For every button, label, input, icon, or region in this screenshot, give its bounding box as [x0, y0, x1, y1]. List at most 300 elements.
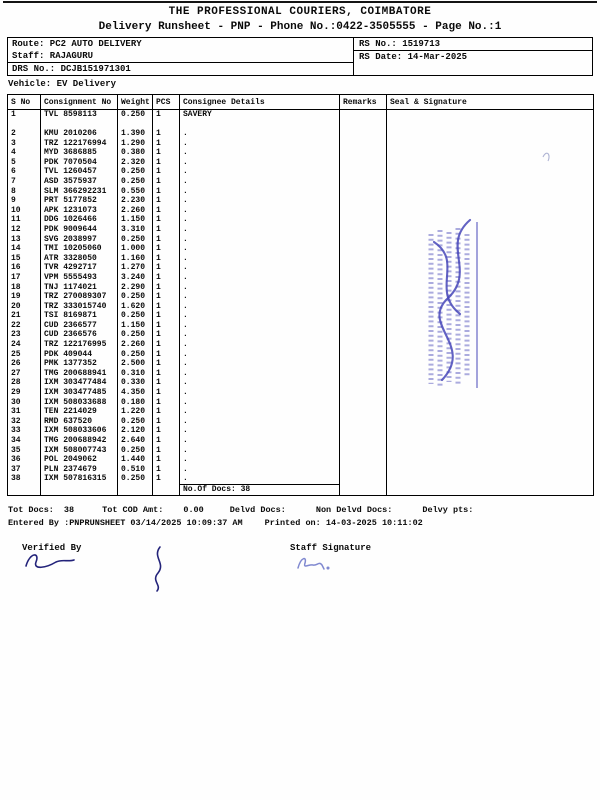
cell-weight: 0.330 [118, 378, 153, 388]
table-row [8, 206, 594, 216]
cell-seal [387, 378, 594, 388]
cell-pcs: 1 [153, 273, 180, 283]
cell-consignee: . [180, 254, 340, 264]
cell-remarks [340, 254, 387, 264]
cell-pcs: 1 [153, 340, 180, 350]
cell-consignee: . [180, 244, 340, 254]
cell-weight: 0.180 [118, 398, 153, 408]
cell-weight: 0.310 [118, 369, 153, 379]
cell-pcs: 1 [153, 283, 180, 293]
cell-seal [387, 110, 594, 130]
cell-seal [387, 474, 594, 484]
cell-weight: 1.290 [118, 139, 153, 149]
cell-seal [387, 350, 594, 360]
cell-consignment: TRZ 333015740 [41, 302, 118, 312]
table-row [8, 273, 594, 283]
cell-consignment: IXM 303477485 [41, 388, 118, 398]
cell-seal [387, 225, 594, 235]
cell-pcs: 1 [153, 139, 180, 149]
cell-pcs: 1 [153, 148, 180, 158]
cell-consignee: . [180, 273, 340, 283]
cell-consignee: . [180, 206, 340, 216]
cell-seal [387, 455, 594, 465]
cell-consignee: . [180, 311, 340, 321]
cell-sno: 28 [8, 378, 41, 388]
printed-on-text: Printed on: 14-03-2025 10:11:02 [264, 517, 423, 528]
table-row [8, 177, 594, 187]
cell-consignee: SAVERY [180, 110, 340, 130]
info-left-column [8, 38, 353, 75]
cell-consignment: ASD 3575937 [41, 177, 118, 187]
runsheet-info-box [7, 37, 593, 76]
cell-consignment: CUD 2366577 [41, 321, 118, 331]
cell-weight: 0.380 [118, 148, 153, 158]
delvy-pts-label: Delvy pts: [422, 504, 474, 515]
docs-count-row [8, 484, 594, 495]
entered-by-text: Entered By :PNPRUNSHEET 03/14/2025 10:09:37 AM [8, 517, 243, 528]
cell-weight: 2.120 [118, 426, 153, 436]
cell-seal [387, 196, 594, 206]
cell-remarks [340, 215, 387, 225]
cell-pcs: 1 [153, 446, 180, 456]
cell-remarks [340, 196, 387, 206]
cell-remarks [340, 148, 387, 158]
cell-consignee: . [180, 369, 340, 379]
table-row [8, 244, 594, 254]
cell-sno: 17 [8, 273, 41, 283]
cell-weight: 1.160 [118, 254, 153, 264]
cell-weight: 0.510 [118, 465, 153, 475]
table-row [8, 187, 594, 197]
cell-seal [387, 311, 594, 321]
cell-remarks [340, 378, 387, 388]
cell-seal [387, 139, 594, 149]
cell-pcs: 1 [153, 196, 180, 206]
cell-remarks [340, 455, 387, 465]
cell-consignee: . [180, 330, 340, 340]
cell-consignee: . [180, 215, 340, 225]
cell-sno: 21 [8, 311, 41, 321]
cell-consignment: APK 1231073 [41, 206, 118, 216]
cell-seal [387, 302, 594, 312]
cell-consignee: . [180, 398, 340, 408]
cell-consignment: KMU 2010206 [41, 129, 118, 139]
cell-consignment: VPM 5555493 [41, 273, 118, 283]
cell-consignment: DDG 1026466 [41, 215, 118, 225]
cell-consignment: SLM 366292231 [41, 187, 118, 197]
cell-pcs: 1 [153, 254, 180, 264]
cell-consignment: IXM 508007743 [41, 446, 118, 456]
rs-date-line: RS Date: 14-Mar-2025 [359, 52, 468, 62]
cell-pcs: 1 [153, 110, 180, 130]
runsheet-subtitle: Delivery Runsheet - PNP - Phone No.:0422-3505555 - Page No.:1 [98, 21, 502, 33]
cell-pcs: 1 [153, 311, 180, 321]
cell-consignment: ATR 3328050 [41, 254, 118, 264]
cell-remarks [340, 235, 387, 245]
cell-weight: 0.250 [118, 177, 153, 187]
staff-signature-label: Staff Signature [290, 542, 372, 553]
cell-seal [387, 398, 594, 408]
cell-seal [387, 407, 594, 417]
table-row [8, 455, 594, 465]
cell-sno: 30 [8, 398, 41, 408]
cell-sno: 20 [8, 302, 41, 312]
cell-seal [387, 254, 594, 264]
cell-pcs: 1 [153, 465, 180, 475]
consignment-table [7, 94, 594, 496]
cell-consignee: . [180, 225, 340, 235]
cell-sno: 10 [8, 206, 41, 216]
cell-remarks [340, 187, 387, 197]
cell-remarks [340, 129, 387, 139]
cell-weight: 1.270 [118, 263, 153, 273]
cell-weight: 0.250 [118, 350, 153, 360]
cell-consignee: . [180, 283, 340, 293]
cell-consignment: TSI 8169871 [41, 311, 118, 321]
cell-pcs: 1 [153, 167, 180, 177]
cell-remarks [340, 273, 387, 283]
col-sno: S No [8, 95, 41, 110]
cell-sno: 34 [8, 436, 41, 446]
cell-weight: 0.250 [118, 330, 153, 340]
cell-seal [387, 369, 594, 379]
cell-sno: 32 [8, 417, 41, 427]
cell-weight: 1.150 [118, 215, 153, 225]
cell-remarks [340, 263, 387, 273]
cell-consignee: . [180, 187, 340, 197]
cell-weight: 0.250 [118, 110, 153, 130]
runsheet-body [8, 110, 594, 485]
cell-consignment: IXM 507816315 [41, 474, 118, 484]
cell-sno: 5 [8, 158, 41, 168]
table-row [8, 302, 594, 312]
cell-remarks [340, 398, 387, 408]
cell-pcs: 1 [153, 177, 180, 187]
cell-consignee: . [180, 474, 340, 484]
table-row [8, 215, 594, 225]
table-row [8, 426, 594, 436]
cell-weight: 2.320 [118, 158, 153, 168]
table-row [8, 148, 594, 158]
cell-sno: 12 [8, 225, 41, 235]
cell-sno: 13 [8, 235, 41, 245]
table-row [8, 196, 594, 206]
cell-consignee: . [180, 139, 340, 149]
cell-sno: 16 [8, 263, 41, 273]
cell-pcs: 1 [153, 129, 180, 139]
cell-seal [387, 263, 594, 273]
cell-pcs: 1 [153, 407, 180, 417]
cell-remarks [340, 321, 387, 331]
cell-sno: 36 [8, 455, 41, 465]
cell-seal [387, 321, 594, 331]
cell-sno: 8 [8, 187, 41, 197]
cell-consignee: . [180, 388, 340, 398]
cell-pcs: 1 [153, 244, 180, 254]
cell-consignment: TEN 2214029 [41, 407, 118, 417]
cell-weight: 4.350 [118, 388, 153, 398]
cell-pcs: 1 [153, 350, 180, 360]
cell-weight: 1.220 [118, 407, 153, 417]
table-row [8, 235, 594, 245]
signature-labels-row [22, 543, 600, 553]
cell-seal [387, 244, 594, 254]
cell-sno: 1 [8, 110, 41, 130]
cell-seal [387, 340, 594, 350]
cell-sno: 14 [8, 244, 41, 254]
cell-remarks [340, 350, 387, 360]
cell-sno: 19 [8, 292, 41, 302]
cell-seal [387, 158, 594, 168]
cell-weight: 1.620 [118, 302, 153, 312]
center-signature [156, 547, 161, 591]
cell-pcs: 1 [153, 225, 180, 235]
cell-remarks [340, 225, 387, 235]
table-row [8, 398, 594, 408]
cell-consignment: IXM 508033606 [41, 426, 118, 436]
cell-consignment: TRZ 270089307 [41, 292, 118, 302]
table-row [8, 359, 594, 369]
cell-sno: 15 [8, 254, 41, 264]
cell-weight: 3.310 [118, 225, 153, 235]
cell-consignment: TRZ 122176994 [41, 139, 118, 149]
table-row [8, 225, 594, 235]
cell-seal [387, 129, 594, 139]
cell-seal [387, 417, 594, 427]
table-row [8, 465, 594, 475]
cell-weight: 2.640 [118, 436, 153, 446]
cell-weight: 2.290 [118, 283, 153, 293]
cell-remarks [340, 177, 387, 187]
entered-row [8, 518, 600, 528]
table-row [8, 139, 594, 149]
cell-seal [387, 215, 594, 225]
table-row [8, 340, 594, 350]
table-row [8, 110, 594, 130]
rs-no-line: RS No.: 1519713 [354, 38, 592, 51]
cell-seal [387, 388, 594, 398]
cell-pcs: 1 [153, 158, 180, 168]
cell-consignee: . [180, 235, 340, 245]
cell-consignment: TVL 8598113 [41, 110, 118, 130]
cell-seal [387, 187, 594, 197]
cell-consignment: TMG 200688941 [41, 369, 118, 379]
cell-weight: 0.250 [118, 311, 153, 321]
cell-consignee: . [180, 321, 340, 331]
cell-sno: 26 [8, 359, 41, 369]
table-row [8, 321, 594, 331]
cell-consignment: PMK 1377352 [41, 359, 118, 369]
tot-cod-value: 0.00 [183, 504, 204, 515]
cell-weight: 2.260 [118, 340, 153, 350]
cell-weight: 1.390 [118, 129, 153, 139]
cell-remarks [340, 158, 387, 168]
company-title: THE PROFESSIONAL COURIERS, COIMBATORE [168, 6, 432, 18]
cell-empty [340, 484, 387, 495]
cell-seal [387, 436, 594, 446]
cell-pcs: 1 [153, 302, 180, 312]
table-row [8, 292, 594, 302]
cell-sno: 23 [8, 330, 41, 340]
cell-consignment: TMI 10205060 [41, 244, 118, 254]
cell-pcs: 1 [153, 215, 180, 225]
cell-consignment: MYD 3686885 [41, 148, 118, 158]
cell-remarks [340, 407, 387, 417]
cell-remarks [340, 465, 387, 475]
cell-remarks [340, 330, 387, 340]
table-row [8, 330, 594, 340]
cell-pcs: 1 [153, 474, 180, 484]
cell-weight: 1.150 [118, 321, 153, 331]
cell-consignee: . [180, 302, 340, 312]
cell-consignee: . [180, 446, 340, 456]
cell-weight: 2.500 [118, 359, 153, 369]
cell-sno: 3 [8, 139, 41, 149]
docs-count-note: No.Of Docs: 38 [180, 484, 340, 495]
cell-seal [387, 283, 594, 293]
cell-seal [387, 359, 594, 369]
cell-sno: 24 [8, 340, 41, 350]
delvd-docs-label: Delvd Docs: [229, 504, 286, 515]
cell-remarks [340, 302, 387, 312]
cell-pcs: 1 [153, 388, 180, 398]
cell-empty [8, 484, 41, 495]
cell-weight: 0.250 [118, 446, 153, 456]
cell-weight: 2.260 [118, 206, 153, 216]
cell-consignment: TMG 200688942 [41, 436, 118, 446]
cell-seal [387, 426, 594, 436]
cell-consignee: . [180, 263, 340, 273]
table-row [8, 436, 594, 446]
cell-consignee: . [180, 407, 340, 417]
cell-pcs: 1 [153, 359, 180, 369]
cell-consignment: TVL 1260457 [41, 167, 118, 177]
cell-pcs: 1 [153, 321, 180, 331]
cell-empty [118, 484, 153, 495]
table-row [8, 283, 594, 293]
cell-consignment: PRT 5177852 [41, 196, 118, 206]
cell-pcs: 1 [153, 369, 180, 379]
cell-sno: 22 [8, 321, 41, 331]
cell-consignee: . [180, 436, 340, 446]
cell-remarks [340, 283, 387, 293]
cell-empty [153, 484, 180, 495]
cell-consignment: IXM 303477484 [41, 378, 118, 388]
cell-consignee: . [180, 158, 340, 168]
cell-remarks [340, 417, 387, 427]
cell-weight: 0.550 [118, 187, 153, 197]
cell-seal [387, 446, 594, 456]
cell-empty [387, 484, 594, 495]
table-row [8, 407, 594, 417]
table-row [8, 388, 594, 398]
table-row [8, 158, 594, 168]
cell-consignee: . [180, 359, 340, 369]
cell-consignee: . [180, 148, 340, 158]
cell-consignee: . [180, 177, 340, 187]
cell-consignee: . [180, 417, 340, 427]
col-pcs: PCS [153, 95, 180, 110]
cell-consignee: . [180, 196, 340, 206]
cell-pcs: 1 [153, 436, 180, 446]
staff-signature-ink [298, 559, 329, 569]
cell-consignment: TNJ 1174021 [41, 283, 118, 293]
cell-pcs: 1 [153, 426, 180, 436]
col-seal: Seal & Signature [387, 95, 594, 110]
tot-docs-value: 38 [63, 504, 75, 515]
cell-sno: 2 [8, 129, 41, 139]
cell-sno: 31 [8, 407, 41, 417]
table-header-row [8, 95, 594, 110]
cell-consignment: PDK 7070504 [41, 158, 118, 168]
cell-empty [41, 484, 118, 495]
cell-weight: 0.250 [118, 235, 153, 245]
cell-sno: 27 [8, 369, 41, 379]
cell-sno: 25 [8, 350, 41, 360]
col-remarks: Remarks [340, 95, 387, 110]
cell-weight: 0.250 [118, 417, 153, 427]
cell-seal [387, 235, 594, 245]
table-row [8, 350, 594, 360]
cell-consignee: . [180, 167, 340, 177]
cell-consignee: . [180, 350, 340, 360]
cell-sno: 37 [8, 465, 41, 475]
cell-weight: 3.240 [118, 273, 153, 283]
cell-pcs: 1 [153, 206, 180, 216]
staff-line: Staff: RAJAGURU [12, 51, 94, 61]
drs-line: DRS No.: DCJB151971301 [8, 62, 353, 75]
cell-pcs: 1 [153, 187, 180, 197]
cell-consignment: TRZ 122176995 [41, 340, 118, 350]
cell-sno: 4 [8, 148, 41, 158]
cell-consignment: SVG 2038997 [41, 235, 118, 245]
cell-sno: 7 [8, 177, 41, 187]
table-row [8, 369, 594, 379]
cell-sno: 6 [8, 167, 41, 177]
cell-remarks [340, 446, 387, 456]
table-row [8, 254, 594, 264]
cell-seal [387, 206, 594, 216]
page-top-rule [3, 1, 597, 3]
vehicle-line: Vehicle: EV Delivery [8, 79, 117, 89]
cell-remarks [340, 436, 387, 446]
verified-by-signature [26, 555, 74, 567]
cell-pcs: 1 [153, 417, 180, 427]
route-line: Route: PC2 AUTO DELIVERY [12, 39, 142, 49]
cell-consignment: POL 2049062 [41, 455, 118, 465]
table-row [8, 167, 594, 177]
tot-cod-label: Tot COD Amt: [102, 504, 164, 515]
table-row [8, 474, 594, 484]
table-row [8, 263, 594, 273]
cell-sno: 29 [8, 388, 41, 398]
cell-sno: 35 [8, 446, 41, 456]
cell-consignee: . [180, 378, 340, 388]
cell-consignment: RMD 637520 [41, 417, 118, 427]
cell-seal [387, 465, 594, 475]
cell-weight: 0.250 [118, 167, 153, 177]
non-delvd-docs-label: Non Delvd Docs: [315, 504, 393, 515]
cell-remarks [340, 340, 387, 350]
cell-weight: 1.000 [118, 244, 153, 254]
col-consignee: Consignee Details [180, 95, 340, 110]
cell-remarks [340, 474, 387, 484]
cell-seal [387, 167, 594, 177]
cell-consignee: . [180, 455, 340, 465]
table-row [8, 311, 594, 321]
cell-remarks [340, 426, 387, 436]
cell-seal [387, 177, 594, 187]
